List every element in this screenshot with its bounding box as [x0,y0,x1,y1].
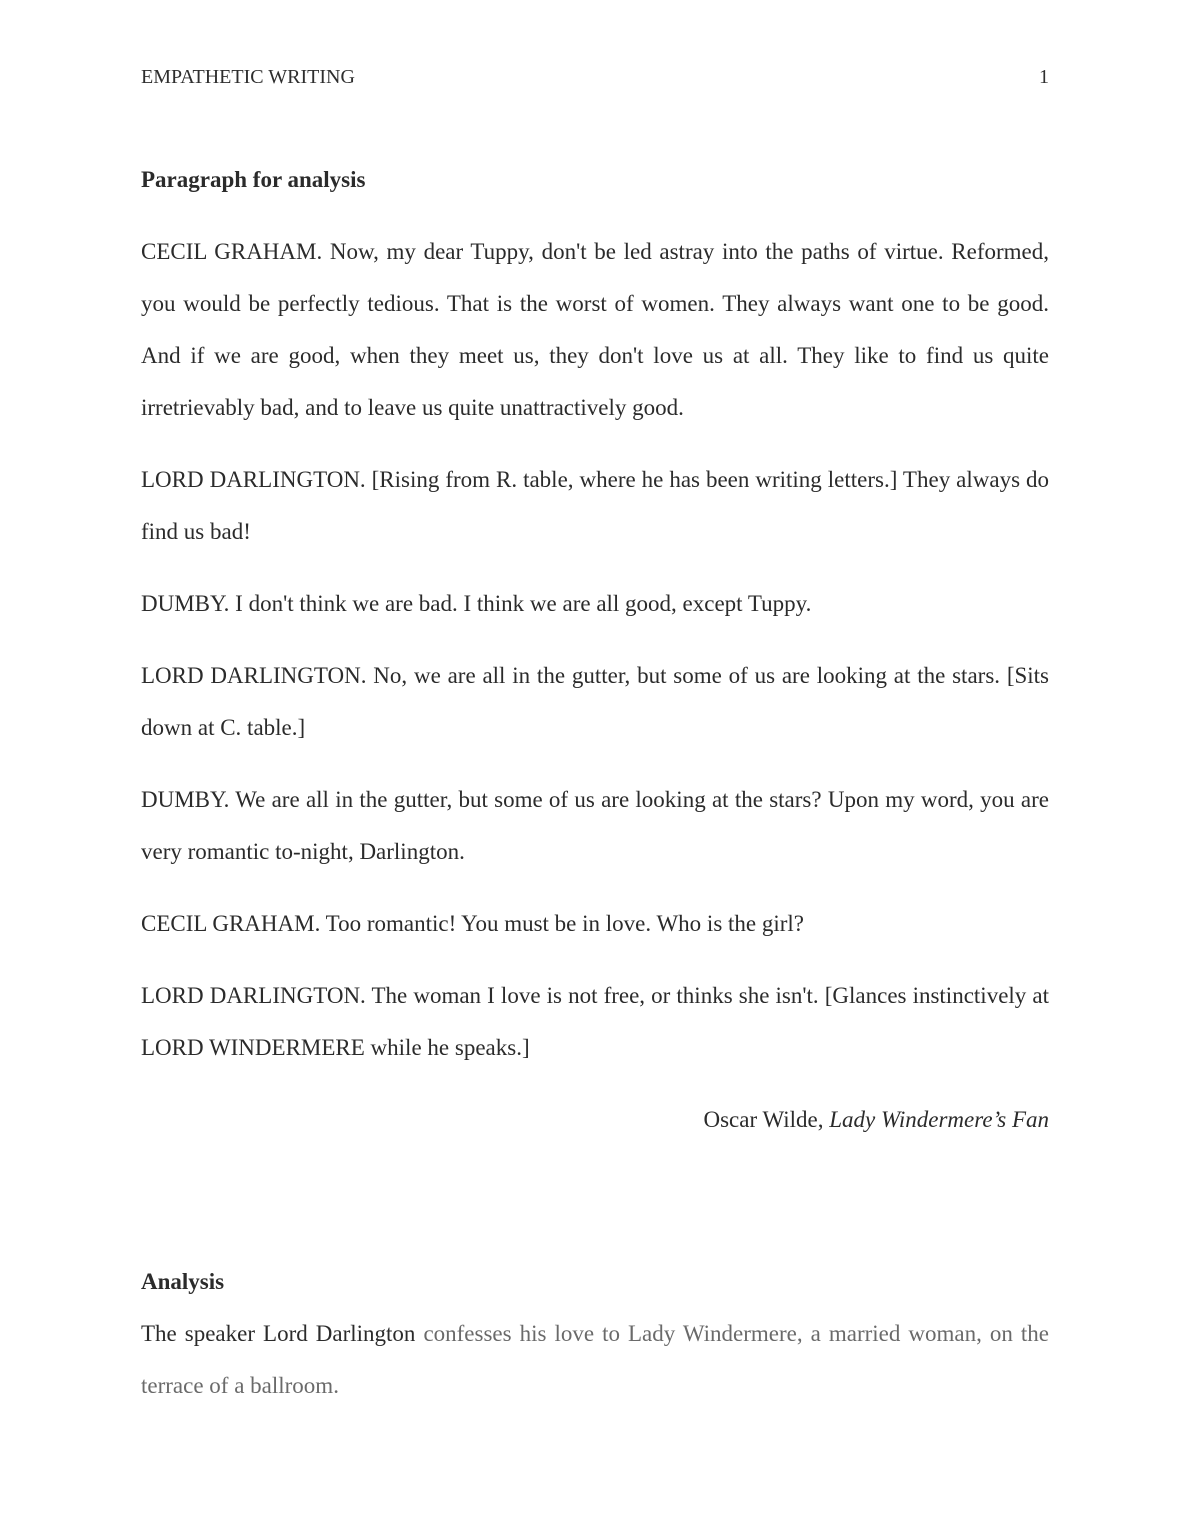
dialogue-paragraph-darlington-2: LORD DARLINGTON. No, we are all in the gutter, but some of us are looking at the stars. [Sits down at C. table.] [141,663,1049,740]
analysis-ghost-text: confesses his love to Lady Windermere, a married woman, on the terrace of a ballroom. [141,1321,1049,1398]
dialogue-paragraph-cecil-1: CECIL GRAHAM. Now, my dear Tuppy, don't be led astray into the paths of virtue. Reformed, you would be perfectly tedious. That is the worst of women. They always want one to be good. And if we are good, when they meet us, they don't love us at all. They like to find us quite irretrievably bad, and to leave us quite unattractively good. [141,239,1049,420]
analysis-typed-text: The speaker Lord Darlington [141,1321,424,1346]
source-attribution [141,1094,1049,1146]
running-head-text: EMPATHETIC WRITING [141,66,355,88]
dialogue-paragraph-dumby-1: DUMBY. I don't think we are bad. I think we are all good, except Tuppy. [141,591,812,616]
dialogue-paragraph-darlington-1: LORD DARLINGTON. [Rising from R. table, where he has been writing letters.] They always do find us bad! [141,467,1049,544]
analysis-paragraph [141,1308,1049,1412]
dialogue-paragraph-cecil-2: CECIL GRAHAM. Too romantic! You must be in love. Who is the girl? [141,911,805,936]
analysis-section-title: Analysis [141,1269,225,1294]
excerpt-section-title: Paragraph for analysis [141,167,366,192]
page-number: 1 [1039,66,1049,88]
running-header [141,64,1049,90]
attribution-work-title: Lady Windermere’s Fan [829,1107,1049,1132]
dialogue-paragraph-darlington-3: LORD DARLINGTON. The woman I love is not free, or thinks she isn't. [Glances instinctively at LORD WINDERMERE while he speaks.] [141,983,1049,1060]
attribution-author: Oscar Wilde, [703,1107,830,1132]
dialogue-paragraph-dumby-2: DUMBY. We are all in the gutter, but some of us are looking at the stars? Upon my word, you are very romantic to-night, Darlington. [141,787,1049,864]
